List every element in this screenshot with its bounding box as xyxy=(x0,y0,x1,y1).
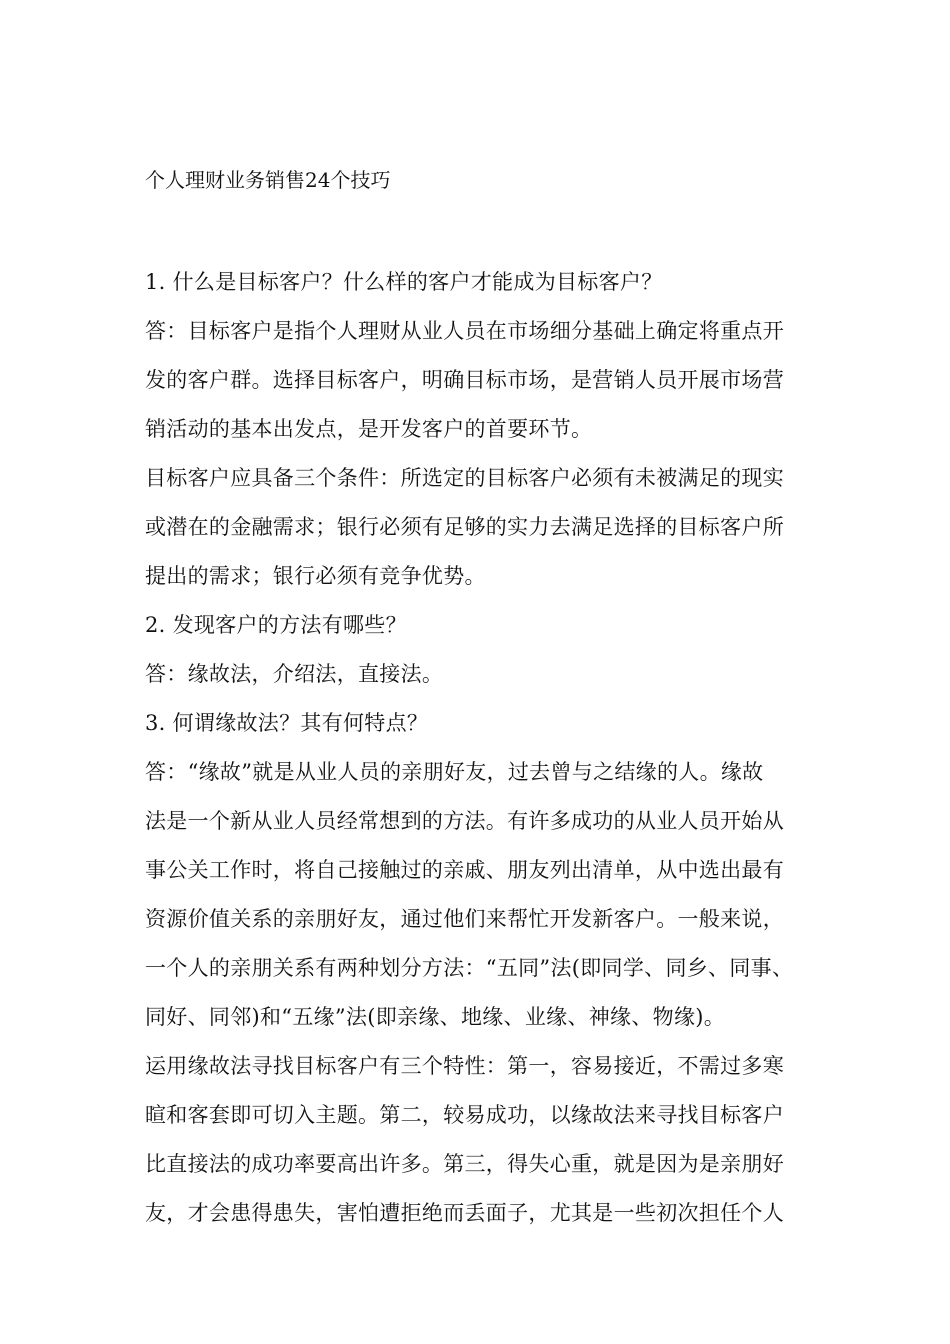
text-line: 答：目标客户是指个人理财从业人员在市场细分基础上确定将重点开 xyxy=(145,319,784,343)
text-line: 友，才会患得患失，害怕遭拒绝而丢面子，尤其是一些初次担任个人 xyxy=(145,1201,784,1225)
text-line: 或潜在的金融需求；银行必须有足够的实力去满足选择的目标客户所 xyxy=(145,515,784,539)
text-line: 比直接法的成功率要高出许多。第三，得失心重，就是因为是亲朋好 xyxy=(145,1152,784,1176)
text-line: 一个人的亲朋关系有两种划分方法：“五同”法(即同学、同乡、同事、 xyxy=(145,956,794,980)
text-line: 提出的需求；银行必须有竞争优势。 xyxy=(145,564,486,588)
document-body xyxy=(145,258,845,1238)
text-line: 资源价值关系的亲朋好友，通过他们来帮忙开发新客户。一般来说， xyxy=(145,907,784,931)
text-line: 法是一个新从业人员经常想到的方法。有许多成功的从业人员开始从 xyxy=(145,809,784,833)
text-line: 1. 什么是目标客户？什么样的客户才能成为目标客户？ xyxy=(145,270,663,294)
text-line: 销活动的基本出发点，是开发客户的首要环节。 xyxy=(145,417,593,441)
text-line: 答：“缘故”就是从业人员的亲朋好友，过去曾与之结缘的人。缘故 xyxy=(145,760,764,784)
text-line: 3. 何谓缘故法？其有何特点？ xyxy=(145,711,429,735)
document-title: 个人理财业务销售24个技巧 xyxy=(145,168,391,192)
text-line: 暄和客套即可切入主题。第二，较易成功，以缘故法来寻找目标客户 xyxy=(145,1103,784,1127)
text-line: 发的客户群。选择目标客户，明确目标市场，是营销人员开展市场营 xyxy=(145,368,784,392)
text-line: 事公关工作时，将自己接触过的亲戚、朋友列出清单，从中选出最有 xyxy=(145,858,784,882)
text-line: 目标客户应具备三个条件：所选定的目标客户必须有未被满足的现实 xyxy=(145,466,784,490)
text-line: 答：缘故法，介绍法，直接法。 xyxy=(145,662,444,686)
text-line: 同好、同邻)和“五缘”法(即亲缘、地缘、业缘、神缘、物缘)。 xyxy=(145,1005,726,1029)
text-line: 运用缘故法寻找目标客户有三个特性：第一，容易接近，不需过多寒 xyxy=(145,1054,784,1078)
text-line: 2. 发现客户的方法有哪些？ xyxy=(145,613,407,637)
